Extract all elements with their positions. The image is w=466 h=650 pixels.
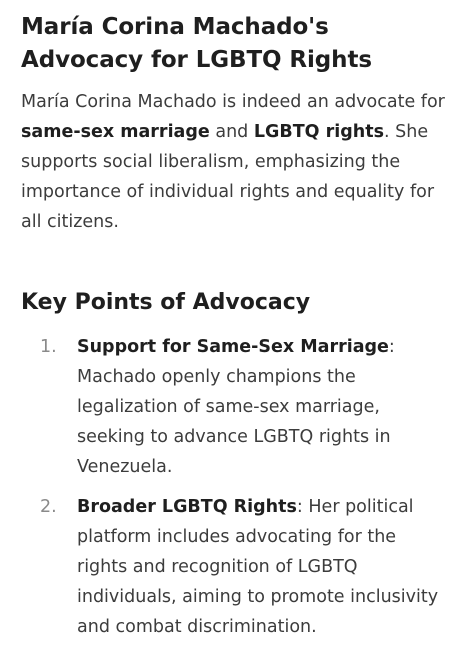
list-item-heading: Broader LGBTQ Rights [77,497,297,517]
list-item-heading: Support for Same-Sex Marriage [77,337,389,357]
intro-text: María Corina Machado is indeed an advocate for [21,92,445,112]
intro-text: . She supports social liberalism, emphasizing the importance of individual rights and equality for all citizens. [21,122,435,232]
list-item-separator: : [296,497,303,517]
intro-bold-same-sex-marriage: same-sex marriage [21,122,210,142]
intro-bold-lgbtq-rights: LGBTQ rights [253,122,384,142]
intro-paragraph [21,87,446,237]
list-item-number: 2. [40,497,57,517]
list-item-text: Her political platform includes advocating for the rights and recognition of LGBTQ individuals, aiming to promote inclusivity and combat discrimination. [77,497,439,637]
section-heading: Key Points of Advocacy [21,290,311,315]
intro-text: and [209,122,254,142]
page-title: María Corina Machado's Advocacy for LGBTQ Rights [21,14,372,73]
list-item-text: Machado openly champions the legalization of same-sex marriage, seeking to advance LGBTQ rights in Venezuela. [77,367,391,477]
list-item-number: 1. [40,337,57,357]
list-item [21,492,446,642]
list-item-separator: : [388,337,395,357]
key-points-list [21,332,446,642]
list-item [21,332,446,482]
